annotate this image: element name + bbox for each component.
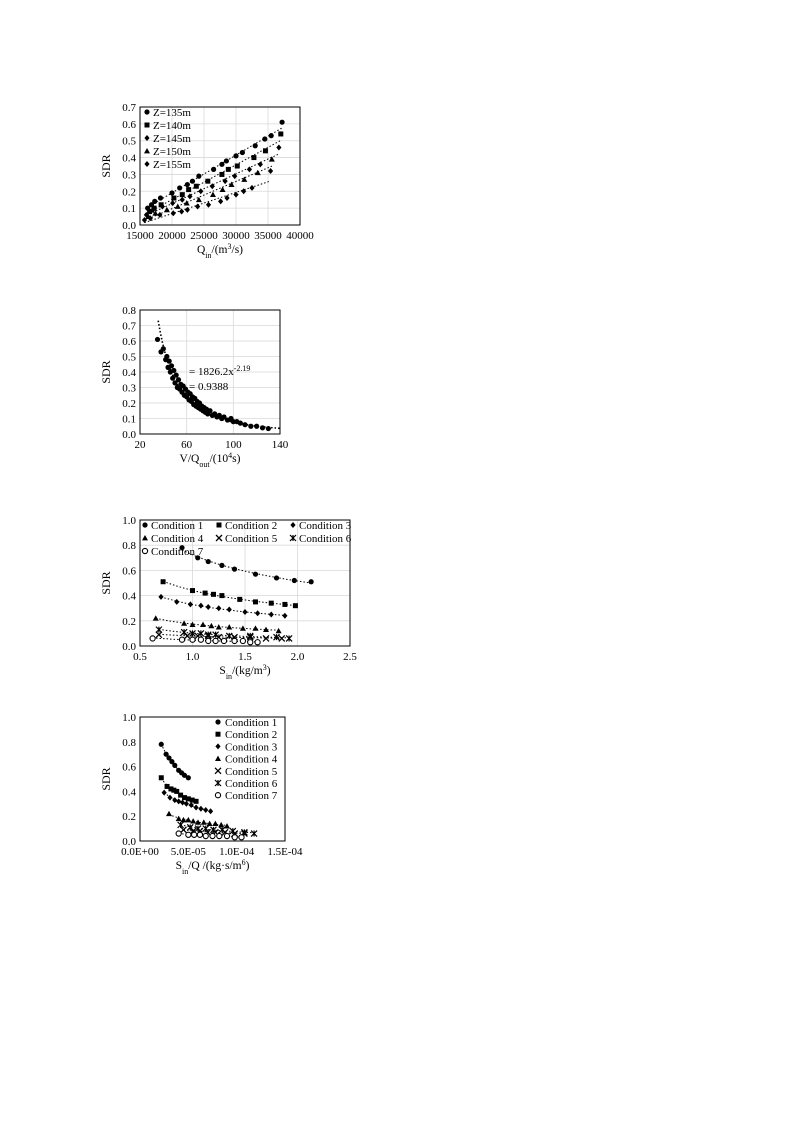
y-axis-label: SDR xyxy=(99,767,113,791)
data-point xyxy=(162,790,167,796)
data-point xyxy=(255,170,261,175)
y-tick-label: 0.8 xyxy=(122,540,136,553)
data-point xyxy=(251,155,256,160)
data-point xyxy=(219,162,224,167)
y-tick-label: 0.6 xyxy=(122,118,136,131)
x-axis-label-rest: /Q /(kg·s/m xyxy=(188,860,242,872)
y-tick-label: 0.3 xyxy=(122,382,136,395)
legend-label: Condition 3 xyxy=(299,520,352,532)
legend-marker xyxy=(142,522,147,527)
data-point xyxy=(268,168,273,174)
x-tick-label: 2.0 xyxy=(290,651,305,663)
data-point xyxy=(175,203,181,208)
data-point xyxy=(174,373,179,378)
data-point xyxy=(292,578,297,583)
data-point xyxy=(176,831,181,836)
legend-marker xyxy=(144,161,149,167)
r-squared-text: = 0.9388 xyxy=(189,381,229,394)
data-point xyxy=(170,200,175,206)
data-point xyxy=(178,822,184,828)
legend-label: Condition 1 xyxy=(151,520,204,532)
trend-equation-text: = 1826.2x xyxy=(189,366,234,379)
data-point xyxy=(185,207,190,213)
data-point xyxy=(253,599,258,604)
data-point xyxy=(201,819,207,824)
data-point xyxy=(158,594,163,600)
legend-label: Condition 4 xyxy=(151,533,204,545)
chart-sdr-vs-sediment-per-discharge xyxy=(0,707,380,882)
trend-equation-exponent: -2.19 xyxy=(233,363,251,373)
data-point xyxy=(198,603,203,609)
data-point xyxy=(171,210,176,216)
x-axis-label-sup: 6 xyxy=(241,857,246,867)
data-point xyxy=(181,629,187,635)
data-point xyxy=(180,192,185,197)
y-tick-label: 0.2 xyxy=(122,615,136,628)
data-point xyxy=(253,572,258,577)
data-point xyxy=(223,178,228,184)
data-point xyxy=(226,167,231,172)
x-axis-label-tail: /s) xyxy=(231,244,244,256)
data-point xyxy=(219,172,224,177)
data-point xyxy=(203,591,208,596)
data-point xyxy=(255,640,260,645)
y-tick-label: 0.3 xyxy=(122,169,136,182)
x-tick-label: 35000 xyxy=(254,230,282,242)
data-point xyxy=(150,636,155,641)
data-point xyxy=(309,579,314,584)
x-tick-label: 1.5 xyxy=(238,651,252,663)
data-point xyxy=(232,835,237,840)
data-point xyxy=(206,638,211,643)
x-tick-label: 25000 xyxy=(190,230,218,242)
data-point xyxy=(169,190,174,195)
data-point xyxy=(254,424,259,429)
legend-marker xyxy=(144,109,149,114)
data-point xyxy=(205,179,210,184)
data-point xyxy=(152,199,157,204)
data-point xyxy=(194,184,199,189)
data-point xyxy=(206,559,211,564)
legend-label: Condition 4 xyxy=(225,753,278,766)
x-axis-label xyxy=(219,663,270,681)
data-point xyxy=(248,424,253,429)
data-point xyxy=(193,805,198,811)
data-point xyxy=(176,816,182,821)
legend-marker xyxy=(142,548,147,553)
data-point xyxy=(224,833,229,838)
legend-label: Z=135m xyxy=(153,107,191,119)
data-point xyxy=(240,150,245,155)
data-point xyxy=(198,637,203,642)
y-tick-label: 0.8 xyxy=(122,736,136,749)
data-point xyxy=(232,638,237,643)
data-point xyxy=(251,831,257,837)
data-point xyxy=(159,775,164,780)
y-tick-label: 0.0 xyxy=(122,836,136,848)
chart-sdr-vs-sediment-concentration xyxy=(0,510,380,685)
data-point xyxy=(172,797,177,803)
data-point xyxy=(208,623,214,628)
x-tick-label: 0.0E+00 xyxy=(121,846,159,858)
x-tick-label: 1.5E-04 xyxy=(267,846,303,858)
data-point xyxy=(232,567,237,572)
data-point xyxy=(282,613,287,619)
data-point xyxy=(218,822,224,827)
legend-marker xyxy=(145,123,150,128)
data-point xyxy=(164,354,169,359)
data-point xyxy=(269,612,274,618)
data-point xyxy=(278,131,283,136)
x-tick-label: 15000 xyxy=(126,230,154,242)
y-tick-label: 0.7 xyxy=(122,320,136,333)
y-tick-label: 0.0 xyxy=(122,641,136,653)
chart-sdr-vs-residence-time xyxy=(0,300,380,475)
data-point xyxy=(249,185,254,191)
legend-marker xyxy=(217,523,222,528)
data-point xyxy=(198,630,204,636)
data-point xyxy=(282,602,287,607)
data-point xyxy=(176,377,181,382)
x-tick-label: 100 xyxy=(225,439,242,451)
legend-label: Condition 2 xyxy=(225,729,278,742)
legend-marker xyxy=(290,535,296,541)
x-axis-label xyxy=(180,451,241,469)
data-point xyxy=(213,638,218,643)
data-point xyxy=(216,624,222,629)
data-point xyxy=(172,763,177,768)
data-point xyxy=(190,588,195,593)
trendline xyxy=(159,629,289,638)
legend-marker xyxy=(142,535,148,540)
data-point xyxy=(238,421,243,426)
legend-label: Condition 5 xyxy=(225,765,278,778)
y-tick-label: 0.0 xyxy=(122,429,136,441)
legend-marker xyxy=(215,793,220,798)
data-point xyxy=(197,832,202,837)
legend-label: Condition 2 xyxy=(225,520,278,532)
data-point xyxy=(248,640,253,645)
x-axis-label-base: S xyxy=(219,665,226,677)
data-point xyxy=(184,801,189,807)
y-tick-label: 0.5 xyxy=(122,135,136,148)
data-point xyxy=(255,610,260,616)
data-point xyxy=(293,603,298,608)
data-point xyxy=(279,120,284,125)
legend-marker xyxy=(144,135,149,141)
data-point xyxy=(233,153,238,158)
legend-label: Condition 6 xyxy=(225,778,278,790)
data-point xyxy=(253,625,259,630)
data-point xyxy=(276,628,282,633)
x-axis-label-rest: /(kg/m xyxy=(232,665,263,677)
data-point xyxy=(235,164,240,169)
legend-label: Condition 7 xyxy=(151,546,204,558)
x-tick-label: 5.0E-05 xyxy=(170,846,206,858)
chart-sdr-vs-inflow xyxy=(0,95,380,265)
data-point xyxy=(217,833,222,838)
data-point xyxy=(226,633,232,639)
legend-label: Condition 7 xyxy=(225,790,278,803)
data-point xyxy=(180,197,185,203)
data-point xyxy=(179,209,184,215)
data-point xyxy=(186,187,191,192)
data-point xyxy=(198,806,203,812)
trendline xyxy=(164,793,210,811)
data-point xyxy=(226,624,232,629)
data-point xyxy=(161,346,166,351)
y-axis-label: SDR xyxy=(99,154,113,178)
y-tick-label: 0.1 xyxy=(122,203,136,216)
data-point xyxy=(260,425,265,430)
data-point xyxy=(176,798,181,804)
data-point xyxy=(247,166,252,172)
x-tick-label: 30000 xyxy=(222,230,250,242)
data-point xyxy=(220,187,226,192)
legend-marker xyxy=(215,719,220,724)
data-point xyxy=(266,426,271,431)
data-point xyxy=(187,824,193,830)
data-point xyxy=(206,604,211,610)
data-point xyxy=(230,828,236,834)
data-point xyxy=(166,811,172,816)
data-point xyxy=(221,638,226,643)
data-point xyxy=(211,592,216,597)
y-tick-label: 0.1 xyxy=(122,413,136,426)
x-axis-label-tail: ) xyxy=(245,860,250,872)
trendline xyxy=(161,597,285,616)
data-point xyxy=(167,359,172,364)
data-point xyxy=(218,198,223,204)
y-tick-label: 0.8 xyxy=(122,305,136,317)
data-point xyxy=(237,597,242,602)
data-point xyxy=(227,606,232,612)
data-point xyxy=(179,637,184,642)
legend-label: Z=155m xyxy=(153,159,191,171)
y-tick-label: 0.4 xyxy=(122,786,136,799)
data-point xyxy=(286,635,292,641)
data-point xyxy=(195,203,200,209)
x-axis-label-tail: s) xyxy=(232,453,241,465)
y-tick-label: 0.6 xyxy=(122,565,136,578)
data-point xyxy=(253,143,258,148)
x-tick-label: 140 xyxy=(271,439,289,451)
legend-label: Condition 6 xyxy=(299,533,352,545)
x-axis-label-base: Q xyxy=(196,244,206,256)
y-tick-label: 0.4 xyxy=(122,367,136,379)
data-point xyxy=(269,133,274,138)
data-point xyxy=(262,136,267,141)
data-point xyxy=(213,632,219,638)
y-tick-label: 0.2 xyxy=(122,186,136,199)
x-axis-label xyxy=(197,242,243,260)
x-axis-label-sub: in xyxy=(205,250,212,260)
data-point xyxy=(171,196,176,201)
data-point xyxy=(161,579,166,584)
data-point xyxy=(192,832,197,837)
x-axis-label-sup: 4 xyxy=(228,450,233,460)
data-point xyxy=(219,563,224,568)
legend-marker xyxy=(216,535,222,541)
data-point xyxy=(240,638,245,643)
legend-label: Z=150m xyxy=(153,146,191,158)
data-point xyxy=(212,821,218,826)
y-tick-label: 1.0 xyxy=(122,515,136,527)
data-point xyxy=(177,185,182,190)
data-point xyxy=(203,833,208,838)
trend-equation xyxy=(189,364,250,379)
y-tick-label: 0.6 xyxy=(122,336,136,348)
data-point xyxy=(196,197,202,202)
data-point xyxy=(190,637,195,642)
data-point xyxy=(210,833,215,838)
data-point xyxy=(185,182,190,187)
x-axis-label-sup: 3 xyxy=(227,241,232,251)
data-point xyxy=(219,593,224,598)
data-point xyxy=(269,601,274,606)
x-tick-label: 40000 xyxy=(286,230,314,242)
x-axis-label-base: S xyxy=(175,860,182,872)
x-axis-label-tail: ) xyxy=(266,665,271,677)
x-axis-label-sub: in xyxy=(181,866,189,876)
data-point xyxy=(189,802,194,808)
legend-marker xyxy=(290,522,295,528)
data-point xyxy=(263,148,268,153)
data-point xyxy=(194,799,199,804)
data-point xyxy=(156,627,162,633)
legend-label: Z=145m xyxy=(153,133,191,145)
x-axis-label-sup: 3 xyxy=(262,662,267,672)
data-point xyxy=(208,808,213,814)
data-point xyxy=(174,599,179,605)
data-point xyxy=(239,835,244,840)
y-tick-label: 0.2 xyxy=(122,398,136,410)
x-tick-label: 20000 xyxy=(158,230,186,242)
y-tick-label: 0.4 xyxy=(122,152,136,165)
data-point xyxy=(190,179,195,184)
legend-label: Condition 1 xyxy=(225,717,278,729)
y-tick-label: 0.7 xyxy=(122,102,136,114)
y-tick-label: 0.2 xyxy=(122,811,136,824)
x-tick-label: 0.5 xyxy=(133,651,147,663)
legend-marker xyxy=(144,148,150,153)
legend-marker xyxy=(215,780,221,786)
data-point xyxy=(190,818,196,823)
legend-label: Z=140m xyxy=(153,120,191,132)
x-axis-label-sub: out xyxy=(199,459,210,469)
legend-marker xyxy=(215,743,220,749)
data-point xyxy=(180,800,185,806)
data-point xyxy=(164,207,170,212)
data-point xyxy=(274,575,279,580)
data-point xyxy=(171,368,176,373)
data-point xyxy=(196,174,201,179)
x-tick-label: 2.5 xyxy=(343,651,357,663)
data-point xyxy=(242,422,247,427)
data-point xyxy=(203,807,208,813)
y-axis-label: SDR xyxy=(99,360,113,384)
y-tick-label: 1.0 xyxy=(122,712,136,724)
x-axis-label xyxy=(176,858,250,876)
data-point xyxy=(153,615,159,620)
x-axis-label-sub: in xyxy=(225,671,233,681)
data-point xyxy=(219,827,225,833)
legend-marker xyxy=(215,756,221,761)
x-tick-label: 1.0 xyxy=(185,651,200,663)
data-point xyxy=(186,832,191,837)
x-tick-label: 1.0E-04 xyxy=(219,846,255,858)
data-point xyxy=(186,775,191,780)
data-point xyxy=(269,156,275,161)
data-point xyxy=(242,609,247,615)
data-point xyxy=(155,337,160,342)
data-point xyxy=(276,144,281,150)
data-point xyxy=(158,195,163,200)
data-point xyxy=(159,742,164,747)
y-tick-label: 0.5 xyxy=(122,351,136,364)
data-point xyxy=(216,605,221,611)
legend-marker xyxy=(215,768,221,774)
legend-label: Condition 3 xyxy=(225,741,278,754)
y-axis-label: SDR xyxy=(99,571,113,595)
data-point xyxy=(169,363,174,368)
legend-label: Condition 5 xyxy=(225,533,278,545)
x-axis-label-rest: /(10 xyxy=(209,453,229,465)
y-tick-label: 0.0 xyxy=(122,220,136,232)
data-point xyxy=(203,826,209,832)
data-point xyxy=(224,158,229,163)
data-point xyxy=(279,635,285,641)
legend-marker xyxy=(216,732,221,737)
x-axis-label-base: V/Q xyxy=(179,453,200,465)
data-point xyxy=(200,622,206,627)
data-point xyxy=(211,167,216,172)
x-tick-label: 60 xyxy=(181,439,193,451)
trendline xyxy=(163,581,295,605)
y-tick-label: 0.4 xyxy=(122,590,136,603)
data-point xyxy=(207,408,212,413)
x-tick-label: 20 xyxy=(134,439,146,451)
data-point xyxy=(181,817,187,822)
y-tick-label: 0.6 xyxy=(122,761,136,774)
data-point xyxy=(198,188,203,194)
data-point xyxy=(206,202,211,208)
x-axis-label-rest: /(m xyxy=(211,244,228,256)
